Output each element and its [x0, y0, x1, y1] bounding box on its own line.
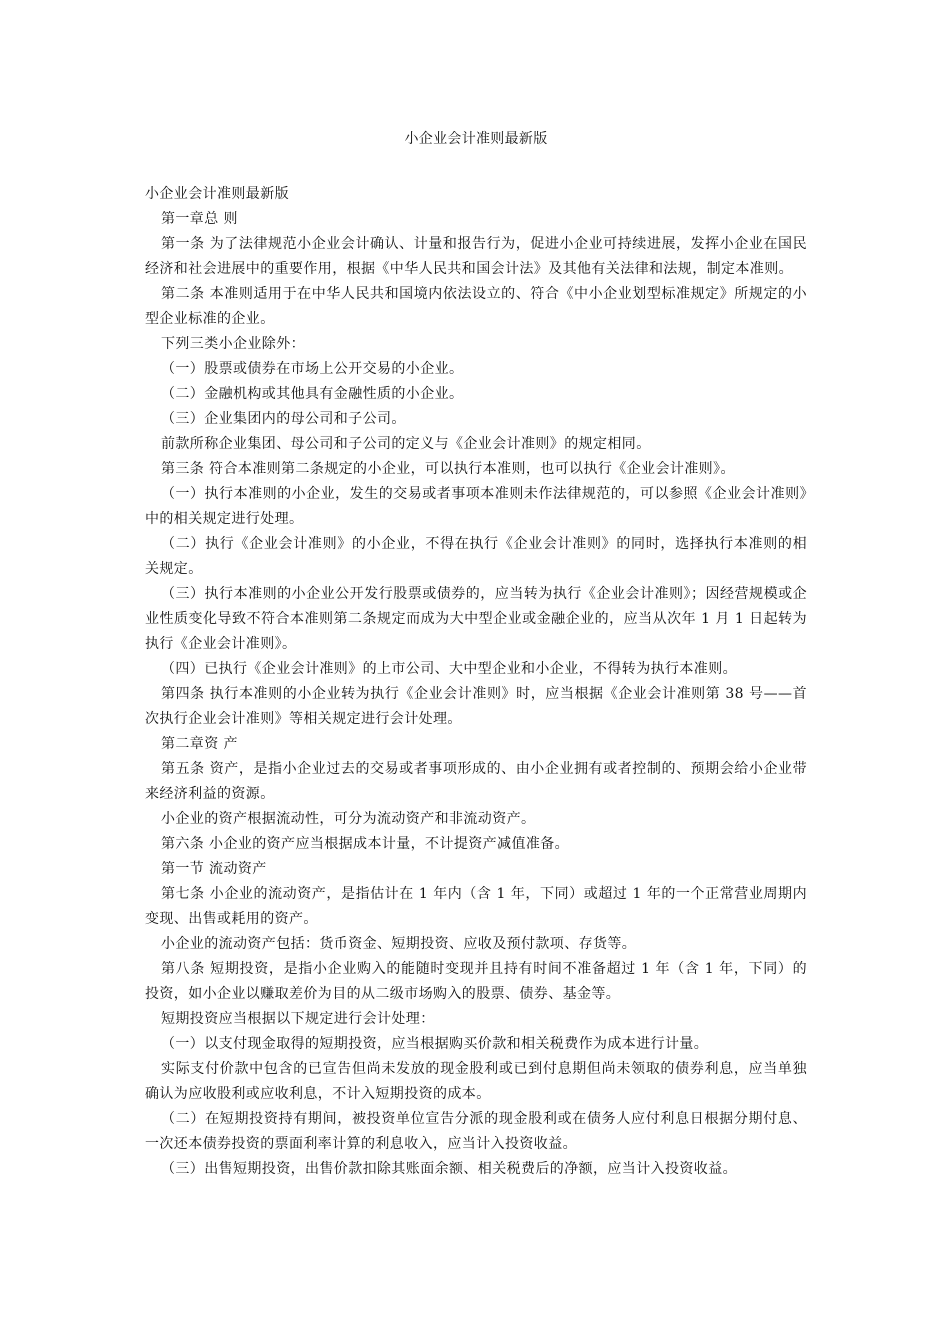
- paragraph: 第一条 为了法律规范小企业会计确认、计量和报告行为，促进小企业可持续进展，发挥小企业在国民经济和社会进展中的重要作用，根据《中华人民共和国会计法》及其他有关法律和法规，制定本准则。: [145, 236, 807, 277]
- paragraph: 小企业的资产根据流动性，可分为流动资产和非流动资产。: [161, 811, 536, 827]
- paragraph: （三）企业集团内的母公司和子公司。: [161, 411, 406, 427]
- document-body: [145, 182, 807, 1182]
- paragraph: 第五条 资产，是指小企业过去的交易或者事项形成的、由小企业拥有或者控制的、预期会给小企业带来经济利益的资源。: [145, 761, 807, 802]
- paragraph: 第四条 执行本准则的小企业转为执行《企业会计准则》时，应当根据《企业会计准则第 38 号——首次执行企业会计准则》等相关规定进行会计处理。: [145, 686, 807, 727]
- paragraph: 第一节 流动资产: [161, 861, 267, 877]
- paragraph: 前款所称企业集团、母公司和子公司的定义与《企业会计准则》的规定相同。: [161, 436, 651, 452]
- paragraph: 第七条 小企业的流动资产，是指估计在 1 年内（含 1 年，下同）或超过 1 年的一个正常营业周期内变现、出售或耗用的资产。: [145, 886, 807, 927]
- paragraph: 短期投资应当根据以下规定进行会计处理：: [161, 1011, 435, 1027]
- paragraph: 小企业的流动资产包括：货币资金、短期投资、应收及预付款项、存货等。: [161, 936, 637, 952]
- paragraph: （一）执行本准则的小企业，发生的交易或者事项本准则未作法律规范的，可以参照《企业会计准则》中的相关规定进行处理。: [145, 486, 807, 527]
- paragraph: 第八条 短期投资，是指小企业购入的能随时变现并且持有时间不准备超过 1 年（含 1 年，下同）的投资，如小企业以赚取差价为目的从二级市场购入的股票、债券、基金等。: [145, 961, 807, 1002]
- paragraph: （二）在短期投资持有期间，被投资单位宣告分派的现金股利或在债务人应付利息日根据分期付息、一次还本债券投资的票面利率计算的利息收入，应当计入投资收益。: [145, 1111, 807, 1152]
- paragraph: （二）执行《企业会计准则》的小企业，不得在执行《企业会计准则》的同时，选择执行本准则的相关规定。: [145, 536, 807, 577]
- paragraph: 第六条 小企业的资产应当根据成本计量，不计提资产减值准备。: [161, 836, 570, 852]
- paragraph: （一）以支付现金取得的短期投资，应当根据购买价款和相关税费作为成本进行计量。: [161, 1036, 709, 1052]
- paragraph: 第三条 符合本准则第二条规定的小企业，可以执行本准则，也可以执行《企业会计准则》。: [161, 461, 735, 477]
- paragraph: （四）已执行《企业会计准则》的上市公司、大中型企业和小企业，不得转为执行本准则。: [161, 661, 737, 677]
- paragraph: 第二条 本准则适用于在中华人民共和国境内依法设立的、符合《中小企业划型标准规定》所规定的小型企业标准的企业。: [145, 286, 807, 327]
- paragraph: （三）执行本准则的小企业公开发行股票或债券的，应当转为执行《企业会计准则》；因经营规模或企业性质变化导致不符合本准则第二条规定而成为大中型企业或金融企业的，应当从次年 1 月 1 日起转为执行《企业会计准则》。: [145, 586, 807, 652]
- paragraph: （一）股票或债券在市场上公开交易的小企业。: [161, 361, 464, 377]
- paragraph: 实际支付价款中包含的已宣告但尚未发放的现金股利或已到付息期但尚未领取的债券利息，应当单独确认为应收股利或应收利息，不计入短期投资的成本。: [145, 1061, 807, 1102]
- paragraph: （二）金融机构或其他具有金融性质的小企业。: [161, 386, 464, 402]
- document-heading: 小企业会计准则最新版: [145, 186, 289, 202]
- paragraph: （三）出售短期投资，出售价款扣除其账面余额、相关税费后的净额，应当计入投资收益。: [161, 1161, 737, 1177]
- paragraph: 第一章总 则: [161, 211, 238, 227]
- paragraph: 第二章资 产: [161, 736, 238, 752]
- document-title: 小企业会计准则最新版: [404, 131, 548, 147]
- paragraph: 下列三类小企业除外：: [161, 336, 305, 352]
- document-page: [145, 0, 807, 1182]
